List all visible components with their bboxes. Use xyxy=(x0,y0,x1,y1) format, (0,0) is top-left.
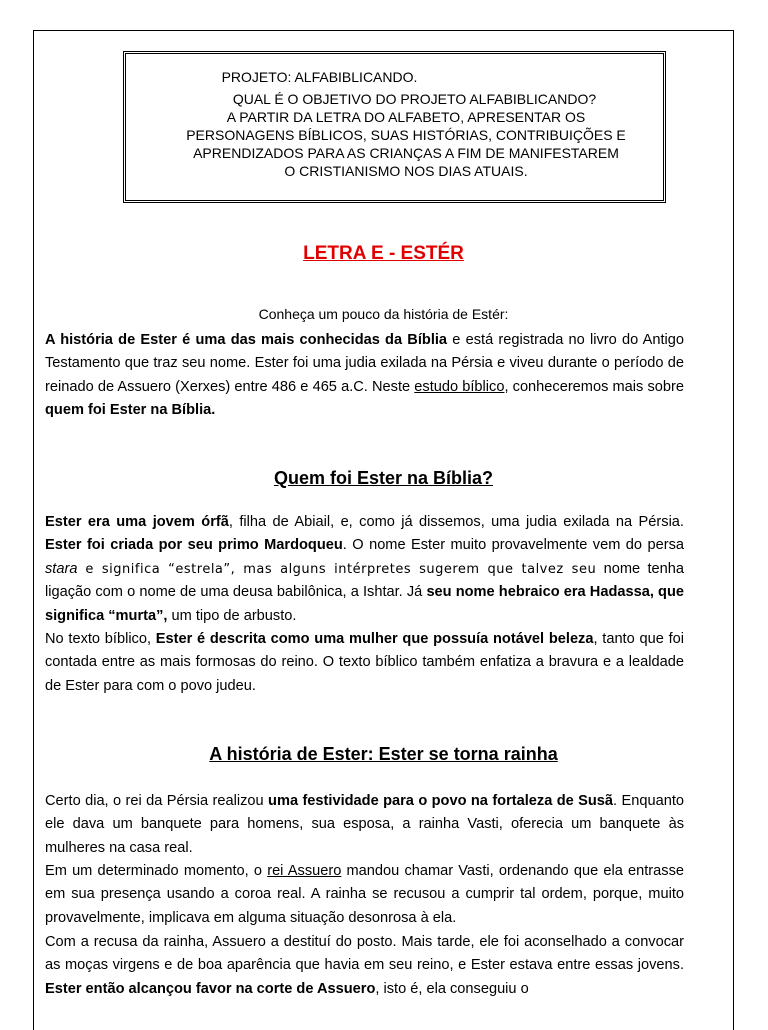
bold-text: Ester então alcançou favor na corte de Assuero xyxy=(45,980,376,997)
body-text: Com a recusa da rainha, Assuero a destituí do posto. Mais tarde, ele foi aconselhado a convocar as moças virgens e de boa aparência que havia em seu reino, e Ester estava entre essas jovens. xyxy=(45,934,684,974)
bold-text: Ester é descrita como uma mulher que possuía notável beleza xyxy=(155,631,594,647)
project-answer: A PARTIR DA LETRA DO ALFABETO, APRESENTAR OS PERSONAGENS BÍBLICOS, SUAS HISTÓRIAS, CONTRIBUIÇÕES E APRENDIZADOS PARA AS CRIANÇAS A FIM DE MANIFESTAREM O CRISTIANISMO NOS DIAS ATUAIS. xyxy=(186,109,626,179)
body-text: Certo dia, o rei da Pérsia realizou xyxy=(45,793,269,809)
body-text: , tanto que foi contada entre as mais formosas do reino. O texto bíblico também enfatiza a bravura e a lealdade de Ester para com o povo judeu. xyxy=(45,631,684,694)
body-text: e está registrada no livro do Antigo Testamento que traz seu nome. Ester foi uma judia exilada na Pérsia e viveu durante o período de reinado de Assuero (Xerxes) entre 486 e 465 a.C. Neste xyxy=(45,332,684,395)
body-text: No texto bíblico, xyxy=(45,631,156,647)
paragraph-vasti-refusal xyxy=(45,860,684,930)
body-text: . O nome Ester muito provavelmente vem do persa xyxy=(342,537,684,554)
intro-line: Conheça um pouco da história de Estér: xyxy=(258,306,509,322)
bold-text: quem foi Ester na Bíblia. xyxy=(45,402,216,419)
document-page xyxy=(33,30,734,1030)
estudo-biblico-link[interactable]: estudo bíblico xyxy=(414,378,505,395)
rei-assuero-link[interactable]: rei Assuero xyxy=(267,863,342,879)
paragraph-ester-chosen xyxy=(45,931,684,1001)
paragraph-beauty xyxy=(45,628,684,698)
body-text: um tipo de arbusto. xyxy=(167,607,297,624)
body-text: mandou chamar Vasti, ordenando que ela entrasse em sua presença usando a coroa real. A rainha se recusou a cumprir tal ordem, porque, muito provavelmente, implicava em alguma situação desonrosa à ela. xyxy=(45,863,684,926)
bold-text: Ester era uma jovem órfã xyxy=(45,514,229,530)
body-text: e significa “estrela”, mas alguns intérpretes sugerem que talvez seu xyxy=(77,561,597,577)
body-text: Em um determinado momento, o xyxy=(45,863,268,879)
body-text: , isto é, ela conseguiu o xyxy=(375,980,529,997)
bold-text: A história de Ester é uma das mais conhecidas da Bíblia xyxy=(45,332,448,348)
paragraph-intro xyxy=(45,329,684,423)
body-text: . Enquanto ele dava um banquete para homens, sua esposa, a rainha Vasti, oferecia um banquete às mulheres na casa real. xyxy=(45,793,684,856)
bold-text: Ester foi criada por seu primo Mardoqueu xyxy=(45,537,343,554)
body-text: nome tenha ligação com o nome de uma deusa babilônica, a Ishtar. Já xyxy=(45,560,684,601)
body-text: , filha de Abiail, e, como já dissemos, uma judia exilada na Pérsia. xyxy=(228,514,684,530)
bold-text: seu nome hebraico era Hadassa, que significa “murta”, xyxy=(45,584,684,624)
paragraph-festivity xyxy=(45,790,684,860)
section-heading-ester-queen: A história de Ester: Ester se torna rainha xyxy=(209,744,558,764)
paragraph-who-was-ester xyxy=(45,511,684,628)
letter-title: LETRA E - ESTÉR xyxy=(303,243,464,264)
project-title: PROJETO: ALFABIBLICANDO. xyxy=(221,69,418,85)
body-text: , conheceremos mais sobre xyxy=(504,378,684,395)
bold-text: uma festividade para o povo na fortaleza de Susã xyxy=(268,793,614,809)
project-question: QUAL É O OBJETIVO DO PROJETO ALFABIBLICANDO? xyxy=(232,91,597,107)
section-heading-quem-foi-ester: Quem foi Ester na Bíblia? xyxy=(273,468,494,488)
project-header-box xyxy=(123,51,666,203)
italic-text: stara xyxy=(45,560,78,577)
